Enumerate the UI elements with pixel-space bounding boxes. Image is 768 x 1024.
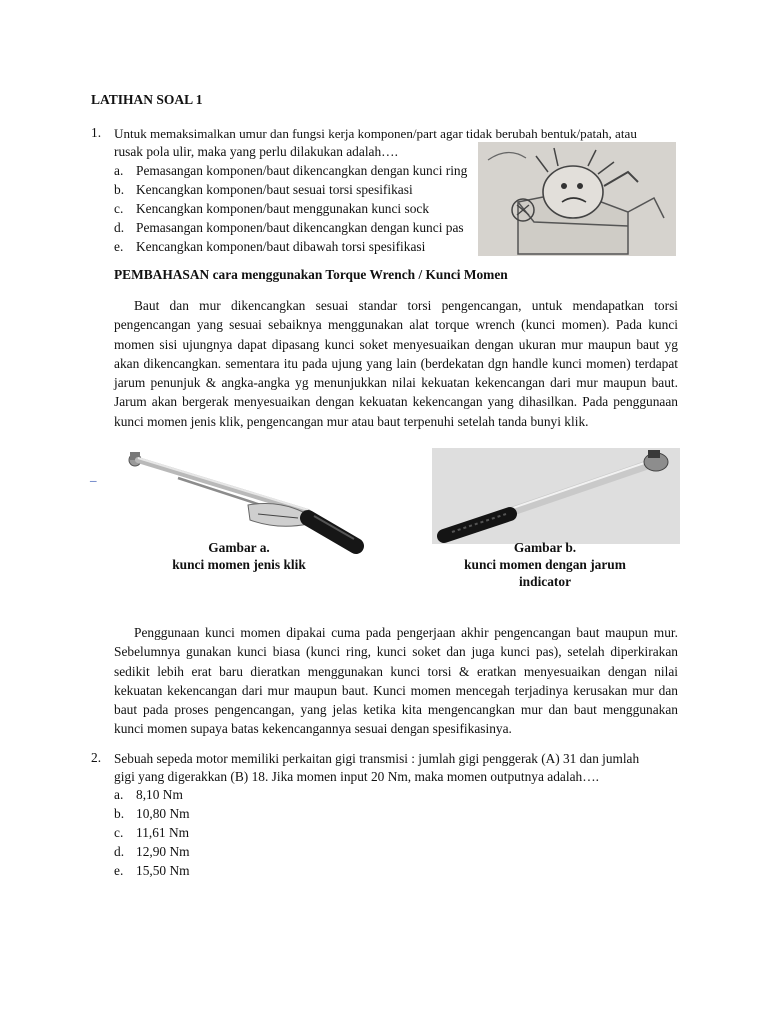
q1-option-b[interactable]: b. Kencangkan komponen/baut sesuai torsi spesifikasi <box>114 182 413 197</box>
figure-b-description-2: indicator <box>518 574 572 589</box>
torque-wrench-indicator-image <box>432 448 680 544</box>
discussion-heading: PEMBAHASAN cara menggunakan Torque Wrench / Kunci Momen <box>114 267 508 282</box>
paragraph-2: Penggunaan kunci momen dipakai cuma pada pengerjaan akhir pengencangan baut maupun mur. Sebelumnya gunakan kunci biasa (kunci ring, kunci soket dan juga kunci pas), setelah diperkirakan sedikit lebih erat baru dieratkan menggunakan kunci torsi & eratkan menyesuaikan dengan nilai kekuatan kekencangan dari mur maupun baut. Kunci momen mencegah terjadinya kerusakan mur dan baut pada proses pengencangan, yang jelas ketika kita mengencangkan mur dan baut menggunakan kunci momen supaya batas kekencangannya sesuai dengan spesifikasinya. <box>114 625 678 737</box>
question-2-number: 2. <box>91 750 102 765</box>
q2-option-c[interactable]: c. 11,61 Nm <box>114 825 190 840</box>
question-2-line-2: gigi yang digerakkan (B) 18. Jika momen input 20 Nm, maka momen outputnya adalah…. <box>114 769 599 784</box>
q1-option-e[interactable]: e. Kencangkan komponen/baut dibawah torsi spesifikasi <box>114 239 426 254</box>
q1-option-c[interactable]: c. Kencangkan komponen/baut menggunakan kunci sock <box>114 201 430 216</box>
figure-a-label: Gambar a. <box>208 540 270 555</box>
question-2-text <box>114 750 684 786</box>
q2-option-d[interactable]: d. 12,90 Nm <box>114 844 190 859</box>
q2-option-b[interactable]: b. 10,80 Nm <box>114 806 190 821</box>
question-1-line-2: rusak pola ulir, maka yang perlu dilakukan adalah…. <box>114 144 398 159</box>
figure-b-description-1: kunci momen dengan jarum <box>464 557 626 572</box>
link-mark[interactable]: _ <box>90 468 97 483</box>
q1-option-d[interactable]: d. Pemasangan komponen/baut dikencangkan dengan kunci pas <box>114 220 464 235</box>
question-2-line-1: Sebuah sepeda motor memiliki perkaitan gigi transmisi : jumlah gigi penggerak (A) 31 dan jumlah <box>114 751 640 766</box>
figure-b-label: Gambar b. <box>513 540 577 555</box>
page-title: LATIHAN SOAL 1 <box>91 92 203 107</box>
figure-a-caption <box>150 539 328 573</box>
figure-a-description: kunci momen jenis klik <box>172 557 306 572</box>
question-1-line-1: Untuk memaksimalkan umur dan fungsi kerja komponen/part agar tidak berubah bentuk/patah, atau <box>114 126 637 141</box>
question-1-number: 1. <box>91 125 102 140</box>
paragraph-1: Baut dan mur dikencangkan sesuai standar torsi pengencangan, untuk mendapatkan torsi pengencangan yang sesuai sebaiknya menggunakan alat torque wrench (kunci momen). Pada kunci momen sisi ujungnya dapat dipasang kunci soket menyesuaikan dengan ukuran mur maupun baut yg akan dikencangkan. sementara itu pada ujung yang lain (berdekatan dgn handle kunci momen) terdapat jarum penunjuk & angka-angka yg menunjukkan nilai kekuatan kekencangan dari mur maupun baut. Jarum akan bergerak menyesuaikan dengan kekuatan kekencangan yang dihasilkan. Pada penggunaan kunci momen jenis klik, pengencangan mur atau baut terpenuhi setelah tanda bunyi klik. <box>114 298 678 429</box>
q1-option-a[interactable]: a. Pemasangan komponen/baut dikencangkan dengan kunci ring <box>114 163 468 178</box>
q2-option-a[interactable]: a. 8,10 Nm <box>114 787 183 802</box>
cartoon-illustration <box>478 142 676 256</box>
q2-option-e[interactable]: e. 15,50 Nm <box>114 863 190 878</box>
figure-b-caption <box>450 539 640 590</box>
